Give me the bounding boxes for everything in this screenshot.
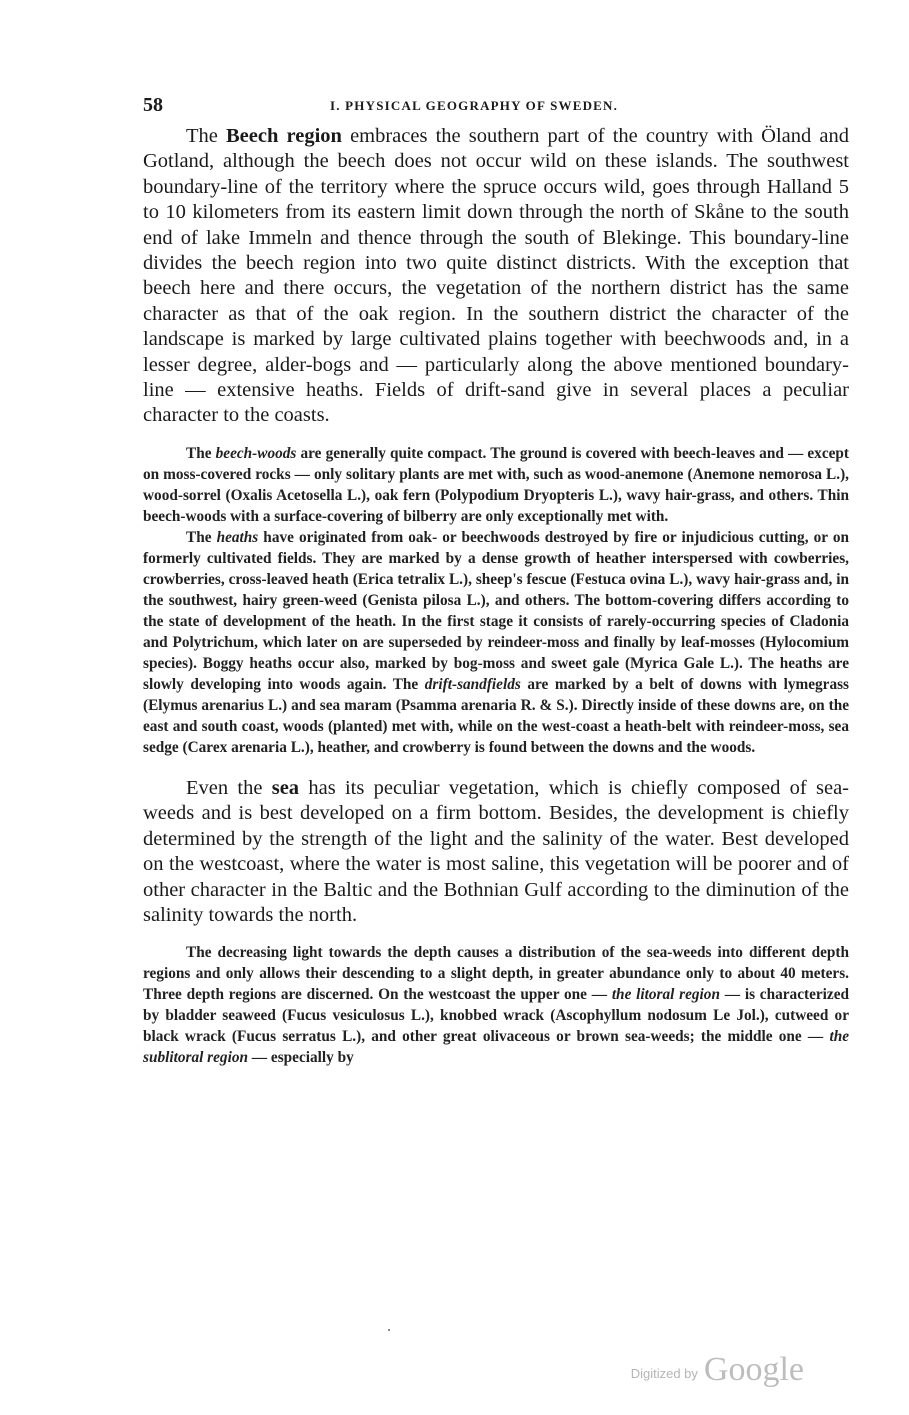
term-heaths: heaths — [216, 528, 259, 546]
chapter-title: I. PHYSICAL GEOGRAPHY OF SWEDEN. — [330, 98, 619, 113]
book-page — [143, 94, 849, 1068]
digitized-watermark — [631, 1347, 804, 1387]
term-beech-woods: beech-woods — [215, 444, 297, 462]
scan-speck — [388, 1329, 390, 1331]
term-sublitoral-region: the sublitoral region — [143, 1028, 849, 1067]
term-sea: sea — [271, 776, 300, 799]
term-beech-region: Beech region — [226, 125, 342, 147]
page-number: 58 — [143, 94, 163, 116]
paragraph-sea-vegetation: Even the sea has its peculiar vegetation, which is chiefly composed of sea-weeds and is best developed on a firm bottom. Besides, the development is chiefly determined by the strength of the light and the salinity of the water. Best developed on the westcoast, where the water is most saline, this vegetation will be poorer and of other character in the Baltic and the Bothnian Gulf according to the diminution of the salinity towards the north. — [143, 776, 849, 926]
term-drift-sandfields: drift-sandfields — [424, 675, 521, 693]
term-litoral-region: the litoral region — [611, 986, 720, 1004]
paragraph-beech-region: The Beech region embraces the southern part of the country with Öland and Gotland, although the beech does not occur wild on these islands. The southwest boundary-line of the territory where the spruce occurs wild, goes through Halland 5 to 10 kilometers from its eastern limit down through the north of Skåne to the south end of lake Immeln and thence through the south of Blekinge. This boundary-line divides the beech region into two quite distinct districts. With the exception that beech here and there occurs, the vegetation of the northern district has the same character as that of the oak region. In the southern district the character of the landscape is marked by large cultivated plains together with beechwoods and, in a lesser degree, alder-bogs and — particularly along the above mentioned boundary-line — extensive heaths. Fields of drift-sand give in several places a peculiar character to the coasts. — [143, 125, 850, 427]
digitized-label: Digitized by — [630, 1366, 698, 1381]
paragraph-beech-woods: The beech-woods are generally quite compact. The ground is covered with beech-leaves and — except on moss-covered rocks — only solitary plants are met with, such as wood-anemone (Anemone nemorosa L.), wood-sorrel (Oxalis Acetosella L.), oak fern (Polypodium Dryopteris L.), wavy hair-grass, and others. Thin beech-woods with a surface-covering of bilberry are only exceptionally met with. — [143, 444, 850, 525]
google-logo: Google — [703, 1351, 804, 1388]
running-head — [143, 94, 849, 124]
paragraph-heaths: The heaths have originated from oak- or beechwoods destroyed by fire or injudicious cutting, or on formerly cultivated fields. They are marked by a dense growth of heather interspersed with cowberries, crowberries, cross-leaved heath (Erica tetralix L.), sheep's fescue (Festuca ovina L.), wavy hair-grass and, in the southwest, hairy green-weed (Genista pilosa L.), and others. The bottom-covering differs according to the state of development of the heath. In the first stage it consists of rarely-occurring species of Cladonia and Polytrichum, which later on are superseded by reindeer-moss and finally by leaf-mosses (Hylocomium species). Boggy heaths occur also, marked by bog-moss and sweet gale (Myrica Gale L.). The heaths are slowly developing into woods again. The drift-sandfields are marked by a belt of downs with lymegrass (Elymus arenarius L.) and sea maram (Psamma arenaria R. & S.). Directly inside of these downs are, on the east and south coast, woods (planted) met with, while on the west-coast a heath-belt with reindeer-moss, sea sedge (Carex arenaria L.), heather, and crowberry is found between the downs and the woods. — [143, 528, 850, 756]
paragraph-depth-regions: The decreasing light towards the depth causes a distribution of the sea-weeds into different depth regions and only allows their descending to a slight depth, in greater abundance only to about 40 meters. Three depth regions are discerned. On the westcoast the upper one — the litoral region — is characterized by bladder seaweed (Fucus vesiculosus L.), knobbed wrack (Ascophyllum nodosum Le Jol.), cutweed or black wrack (Fucus serratus L.), and other great olivaceous or brown sea-weeds; the middle one — the sublitoral region — especially by — [143, 944, 849, 1067]
